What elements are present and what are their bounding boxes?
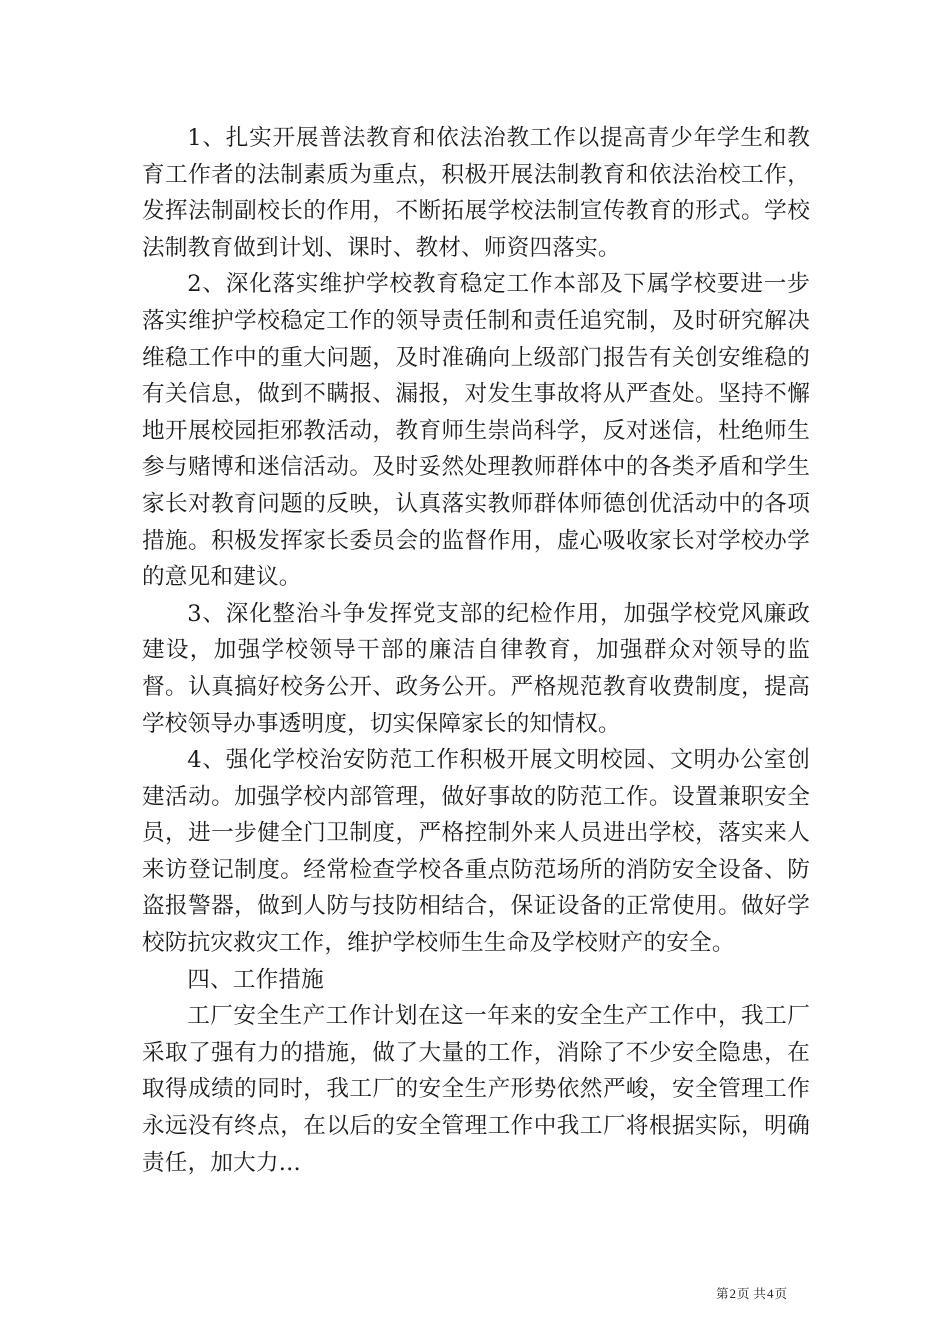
paragraph-item-2: 2、深化落实维护学校教育稳定工作本部及下属学校要进一步落实维护学校稳定工作的领导责任制和责任追究制，及时研究解决维稳工作中的重大问题，及时准确向上级部门报告有关创安维稳的有关信息，做到不瞒报、漏报，对发生事故将从严查处。坚持不懈地开展校园拒邪教活动，教育师生崇尚科学，反对迷信，杜绝师生参与赌博和迷信活动。及时妥然处理教师群体中的各类矛盾和学生家长对教育问题的反映，认真落实教师群体师德创优活动中的各项措施。积极发挥家长委员会的监督作用，虚心吸收家长对学校办学的意见和建议。	[142, 271, 810, 591]
footer-prefix: 第	[716, 1286, 729, 1301]
page-number-footer	[716, 1284, 787, 1302]
footer-suffix: 页	[774, 1286, 788, 1301]
paragraph-item-1: 1、扎实开展普法教育和依法治教工作以提高青少年学生和教育工作者的法制素质为重点，积极开展法制教育和依法治校工作，发挥法制副校长的作用，不断拓展学校法制宣传教育的形式。学校法制教育做到计划、课时、教材、师资四落实。	[142, 125, 810, 261]
document-body	[142, 120, 810, 1181]
paragraph-item-3: 3、深化整治斗争发挥党支部的纪检作用，加强学校党风廉政建设，加强学校领导干部的廉洁自律教育，加强群众对领导的监督。认真搞好校务公开、政务公开。严格规范教育收费制度，提高学校领导办事透明度，切实保障家长的知情权。	[142, 600, 810, 737]
section-heading: 四、工作措施	[187, 966, 324, 993]
closing-paragraph: 工厂安全生产工作计划在这一年来的安全生产工作中，我工厂采取了强有力的措施，做了大量的工作，消除了不少安全隐患，在取得成绩的同时，我工厂的安全生产形势依然严峻，安全管理工作永远没有终点，在以后的安全管理工作中我工厂将根据实际，明确责任，加大力...	[142, 1003, 810, 1176]
footer-middle: 页 共	[737, 1286, 766, 1301]
footer-total-pages: 4	[767, 1286, 774, 1301]
footer-current-page: 2	[729, 1286, 737, 1301]
paragraph-item-4: 4、强化学校治安防范工作积极开展文明校园、文明办公室创建活动。加强学校内部管理，做好事故的防范工作。设置兼职安全员，进一步健全门卫制度，严格控制外来人员进出学校，落实来人来访登记制度。经常检查学校各重点防范场所的消防安全设备、防盗报警器，做到人防与技防相结合，保证设备的正常使用。做好学校防抗灾救灾工作，维护学校师生生命及学校财产的安全。	[142, 747, 810, 957]
